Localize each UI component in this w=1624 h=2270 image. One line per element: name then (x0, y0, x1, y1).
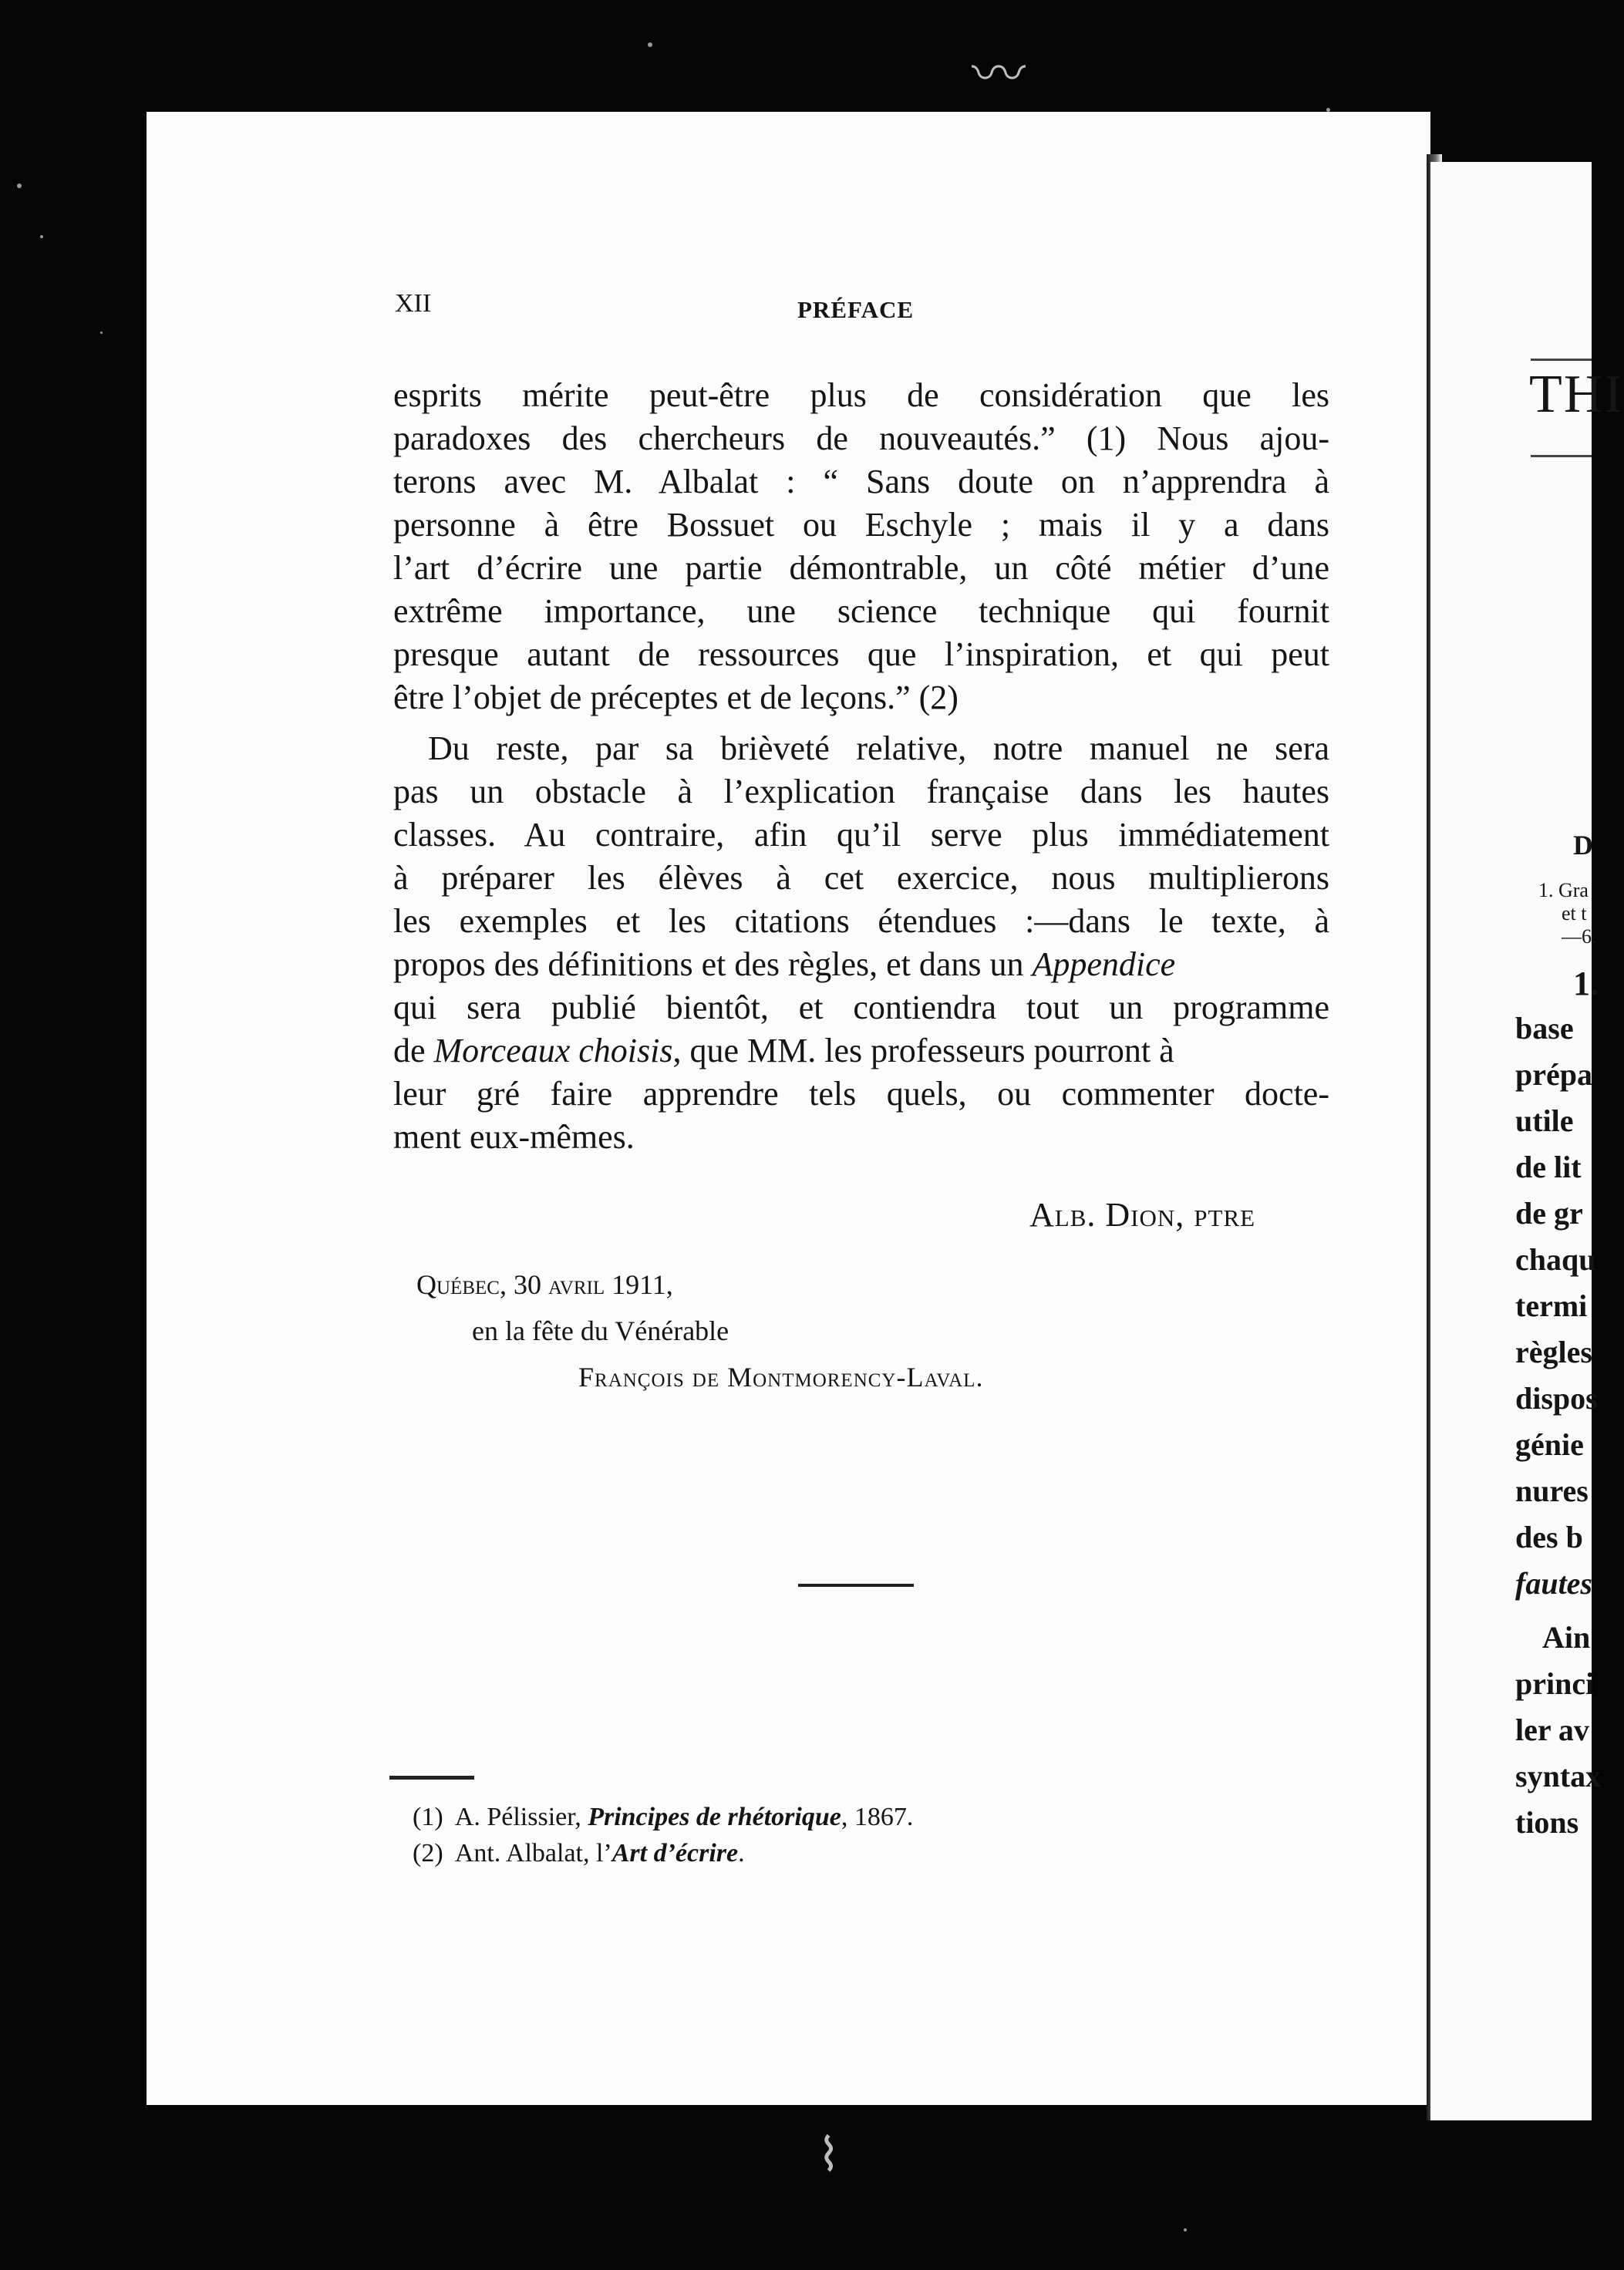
body-line: l’art d’écrire une partie démontrable, un côté métier d’une (393, 549, 1329, 587)
text-line: de lit (1515, 1150, 1582, 1184)
body-line: terons avec M. Albalat : “ Sans doute on n’apprendra à (393, 463, 1329, 500)
body-line: extrême importance, une science technique qui fournit (393, 592, 1329, 630)
text-line: fautes (1515, 1566, 1592, 1601)
text-line: règles (1515, 1335, 1592, 1369)
body-line-text: , que MM. les professeurs pourront à (672, 1032, 1174, 1069)
dateline-place-date (416, 1268, 673, 1301)
dateline-name: François de Montmorency-Laval. (578, 1362, 984, 1393)
text-line: nures (1515, 1473, 1589, 1508)
footnote-title: Art d’écrire (612, 1839, 739, 1868)
text-line: princi (1515, 1666, 1595, 1701)
dateline-text: Québec, 30 avril 1911, (416, 1269, 673, 1300)
footnote-text: A. Pélissier, (454, 1803, 588, 1831)
footnote-2 (413, 1839, 745, 1868)
text-line: chaqu (1515, 1242, 1596, 1277)
footnote-marker: (2) (413, 1839, 443, 1868)
footnote-1 (413, 1803, 913, 1832)
body-line: ment eux-mêmes. (393, 1118, 635, 1156)
right-page-title: THI (1529, 365, 1624, 424)
summary-line: et t (1562, 902, 1587, 925)
body-line: Du reste, par sa brièveté relative, notre manuel ne sera (428, 729, 1329, 767)
page-number: XII (395, 289, 432, 318)
text-line: dispos (1515, 1381, 1598, 1416)
body-line: personne à être Bossuet ou Eschyle ; mais il y a dans (393, 506, 1329, 544)
footnote-tail: , 1867. (841, 1803, 914, 1831)
text-line: génie (1515, 1427, 1584, 1462)
dateline-occasion: en la fête du Vénérable (472, 1315, 729, 1346)
body-line: leur gré faire apprendre tels quels, ou commenter docte- (393, 1075, 1329, 1113)
section-number: 1. (1573, 965, 1599, 1002)
pencil-mark-top: 〰 (972, 42, 1026, 106)
signature: Alb. Dion, ptre (1029, 1196, 1256, 1234)
body-line: les exemples et les citations étendues :—dans le texte, à (393, 902, 1329, 940)
rule-bottom (1531, 455, 1592, 457)
body-line: à préparer les élèves à cet exercice, nous multiplierons (393, 859, 1329, 897)
running-title: PRÉFACE (797, 296, 915, 323)
text-line: ler av (1515, 1713, 1589, 1747)
body-line-text: propos des définitions et des règles, et dans un (393, 945, 1033, 983)
pencil-mark-bottom: ⌇ (817, 2128, 841, 2182)
text-line: Ain (1542, 1620, 1591, 1655)
text-line: tions (1515, 1805, 1579, 1840)
body-line: pas un obstacle à l’explication française dans les hautes (393, 773, 1329, 810)
body-line: presque autant de ressources que l’inspiration, et qui peut (393, 635, 1329, 673)
text-line: utile (1515, 1103, 1574, 1138)
body-line: classes. Au contraire, afin qu’il serve plus immédiatement (393, 816, 1329, 854)
text-line: base (1515, 1011, 1574, 1046)
body-line (393, 1029, 1329, 1073)
body-line: paradoxes des chercheurs de nouveautés.” (1) Nous ajou- (393, 419, 1329, 457)
body-line: qui sera publié bientôt, et contiendra tout un programme (393, 988, 1329, 1026)
footnote-tail: . (738, 1839, 745, 1868)
summary-line: 1. Gra (1538, 879, 1589, 901)
body-line-text: de (393, 1032, 434, 1069)
text-line: de gr (1515, 1196, 1583, 1231)
footnote-title: Principes de rhétorique (588, 1803, 841, 1831)
morceaux-title: Morceaux choisis (433, 1032, 673, 1069)
body-line: esprits mérite peut-être plus de considération que les (393, 376, 1329, 414)
footnote-marker: (1) (413, 1803, 443, 1831)
text-line: termi (1515, 1288, 1588, 1323)
ornamental-rule (798, 1584, 914, 1587)
appendice-title: Appendice (1032, 945, 1176, 983)
text-line: des b (1515, 1520, 1583, 1554)
body-line (393, 943, 1329, 986)
text-line: syntax (1515, 1759, 1602, 1793)
rule-top (1531, 359, 1592, 361)
chapter-heading: D (1573, 830, 1593, 861)
footnote-text: Ant. Albalat, l’ (454, 1839, 612, 1868)
footnote-separator (389, 1776, 474, 1780)
body-line: être l’objet de préceptes et de leçons.” (2) (393, 679, 959, 716)
right-page (1430, 162, 1624, 2120)
summary-line: —6. (1562, 925, 1597, 948)
text-line: prépa (1515, 1057, 1592, 1092)
